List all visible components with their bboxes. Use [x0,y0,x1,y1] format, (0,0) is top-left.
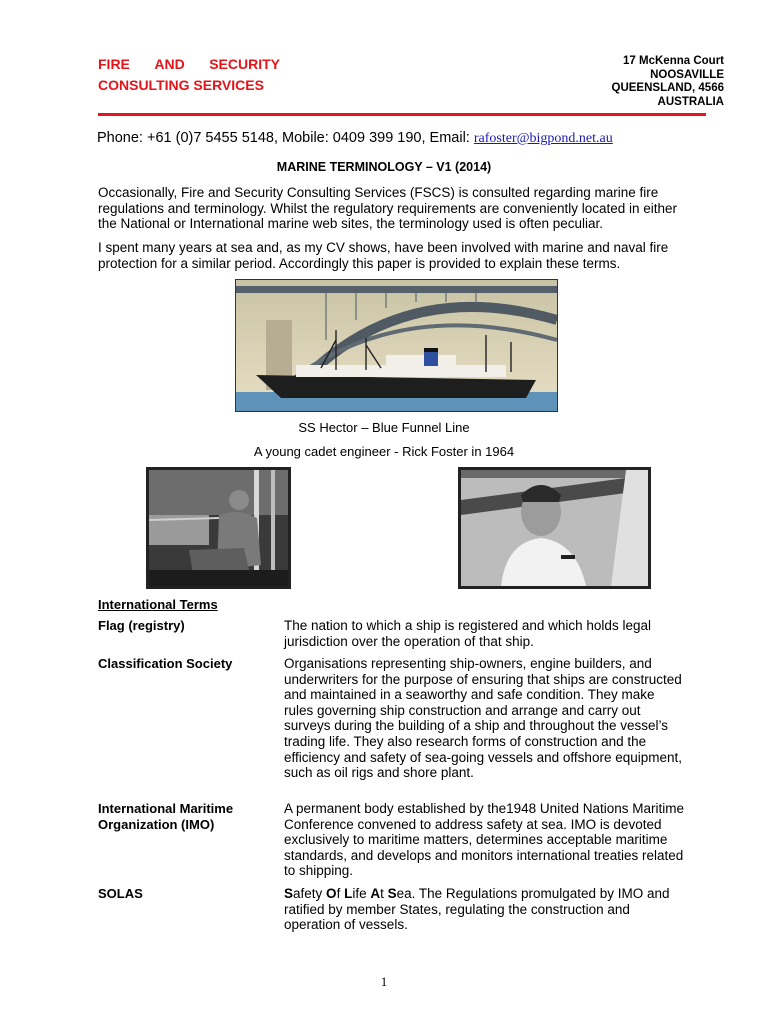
definition-text: t [380,886,388,901]
term-label: Classification Society [98,656,233,671]
company-word: SECURITY [209,56,280,72]
cadet-photo-portrait [458,467,651,589]
company-name-line2: CONSULTING SERVICES [98,77,264,93]
acronym-letter: O [326,886,337,901]
company-name [98,54,280,96]
acronym-letter: A [370,886,381,901]
term-definition: Organisations representing ship-owners, engine builders, and underwriters for the purpose of ensuring that ships are constructed and maintained in a seaworthy and safe condition. They make rules governing ship construction and arrange and carry out surveys during the building of a ship and throughout the vessel’s trading life. They also research forms of construction and the efficiency and safety of sea-going vessels and offshore equipment, such as oil rigs and shore plant. [284,656,682,781]
term-definition: A permanent body established by the1948 United Nations Maritime Conference convened to address safety at sea. IMO is devoted exclusively to maritime matters, determines acceptable maritime standards, and develops and monitors international treaties related to shipping. [284,801,684,879]
acronym-letter: S [387,886,397,901]
intro-paragraph: Occasionally, Fire and Security Consulting Services (FSCS) is consulted regarding marine fire regulations and terminology. Whilst the regulatory requirements are conveniently located in either the National or International marine web sites, the terminology used is often peculiar. [98,185,678,232]
address-line: 17 McKenna Court [623,55,724,67]
term-label: Flag (registry) [98,618,185,633]
definition-text: f [336,886,345,901]
address-line: NOOSAVILLE [650,68,724,81]
definition-text: ea. The Regulations promulgated by IMO and ratified by member States, regulating the construction and operation of vessels. [284,886,670,933]
address-line: QUEENSLAND, 4566 [611,82,724,94]
photo-caption: A young cadet engineer - Rick Foster in 1964 [253,444,515,459]
contact-text: Phone: +61 (0)7 5455 5148, Mobile: 0409 399 190, Email: [97,130,474,146]
term-definition [284,886,684,933]
acronym-letter: L [344,886,353,901]
company-address [612,55,724,109]
cadet-photo-seated [146,467,291,589]
page-number: 1 [380,974,388,989]
acronym-letter: S [284,886,294,901]
term-definition: The nation to which a ship is registered and which holds legal jurisdiction over the operation of that ship. [284,618,651,649]
header-divider [98,113,706,116]
document-title: MARINE TERMINOLOGY – V1 (2014) [276,160,492,174]
section-heading: International Terms [98,597,218,612]
email-link[interactable]: rafoster@bigpond.net.au [473,131,613,146]
company-word: AND [154,56,185,72]
company-name-line1 [98,54,280,75]
intro-paragraph: I spent many years at sea and, as my CV shows, have been involved with marine and naval fire protection for a similar period. Accordingly this paper is provided to explain these terms. [98,240,669,271]
photo-caption: SS Hector – Blue Funnel Line [298,420,470,435]
company-word: FIRE [98,56,130,72]
term-label: SOLAS [98,886,143,901]
definition-text: ife [352,886,371,901]
definition-text: afety [293,886,327,901]
address-line: AUSTRALIA [657,95,724,108]
contact-line [97,130,613,147]
term-label: International Maritime Organization (IMO) [98,801,234,832]
ship-photo [235,279,558,412]
